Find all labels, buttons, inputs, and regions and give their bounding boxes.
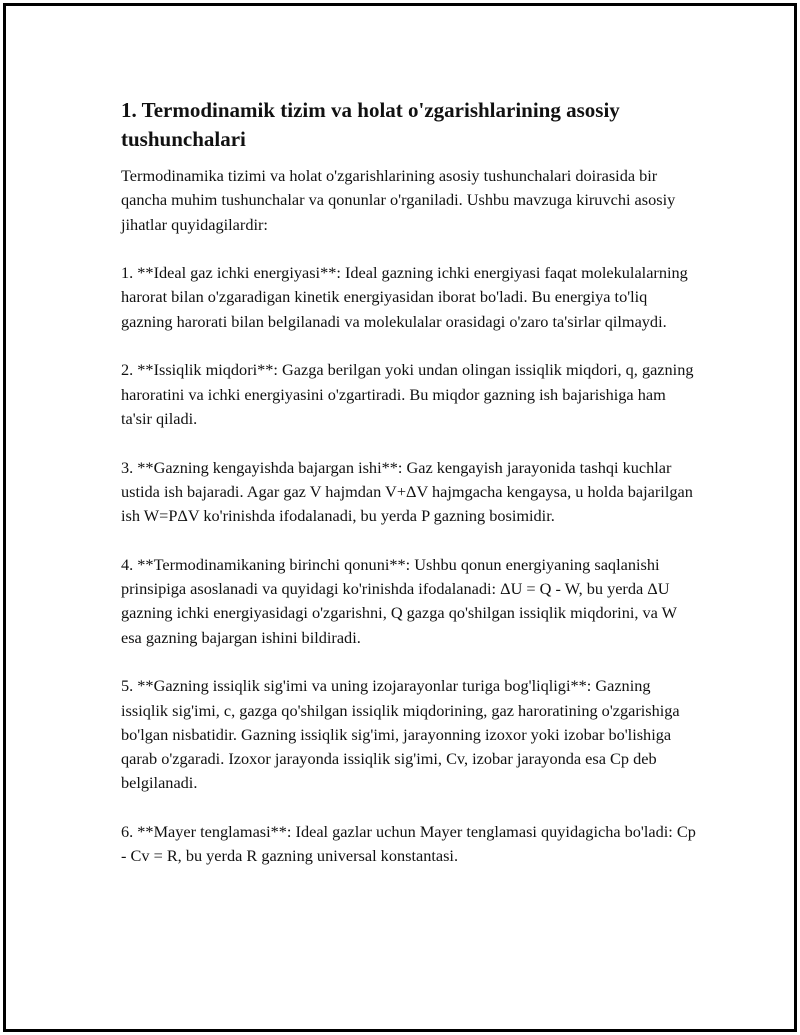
paragraph-mayer-equation: 6. **Mayer tenglamasi**: Ideal gazlar uchun Mayer tenglamasi quyidagicha bo'ladi: Cp - Cv = R, bu yerda R gazning universal konstantasi. bbox=[121, 822, 696, 866]
document-body bbox=[121, 96, 696, 893]
paragraph-first-law: 4. **Termodinamikaning birinchi qonuni**: Ushbu qonun energiyaning saqlanishi prinsipiga asoslanadi va quyidagi ko'rinishda ifodalanadi: ΔU = Q - W, bu yerda ΔU gazning ichki energiyasidagi o'zgarishni, Q gazga qo'shilgan issiqlik miqdorini, va W esa gazning bajargan ishini bildiradi. bbox=[121, 554, 677, 647]
document-title: 1. Termodinamik tizim va holat o'zgarishlarining asosiy tushunchalari bbox=[121, 98, 620, 151]
paragraph-ideal-gas-internal-energy: 1. **Ideal gaz ichki energiyasi**: Ideal gazning ichki energiyasi faqat molekulalarning harorat bilan o'zgaradigan kinetik energiyasidan iborat bo'ladi. Bu energiya to'liq gazning harorati bilan belgilanadi va molekulalar orasidagi o'zaro ta'sirlar qilmaydi. bbox=[121, 263, 688, 331]
intro-paragraph: Termodinamika tizimi va holat o'zgarishlarining asosiy tushunchalari doirasida bir qancha muhim tushunchalar va qonunlar o'rganiladi. Ushbu mavzuga kiruvchi asosiy jihatlar quyidagilardir: bbox=[121, 166, 676, 234]
paragraph-heat-quantity: 2. **Issiqlik miqdori**: Gazga berilgan yoki undan olingan issiqlik miqdori, q, gazning haroratini va ichki energiyasini o'zgartiradi. Bu miqdor gazning ish bajarishiga ham ta'sir qiladi. bbox=[121, 360, 694, 428]
page-frame bbox=[3, 3, 797, 1032]
paragraph-expansion-work: 3. **Gazning kengayishda bajargan ishi**: Gaz kengayish jarayonida tashqi kuchlar ustida ish bajaradi. Agar gaz V hajmdan V+ΔV hajmgacha kengaysa, u holda bajarilgan ish W=PΔV ko'rinishda ifodalanadi, bu yerda P gazning bosimidir. bbox=[121, 457, 693, 526]
paragraph-heat-capacity: 5. **Gazning issiqlik sig'imi va uning izojarayonlar turiga bog'liqligi**: Gazning issiqlik sig'imi, c, gazga qo'shilgan issiqlik miqdorining, gaz haroratining o'zgarishiga bo'lgan nisbatidir. Gazning issiqlik sig'imi, jarayonning izoxor yoki izobar bo'lishiga qarab o'zgaradi. Izoxor jarayonda issiqlik sig'imi, Cv, izobar jarayonda esa Cp deb belgilanadi. bbox=[121, 676, 680, 793]
